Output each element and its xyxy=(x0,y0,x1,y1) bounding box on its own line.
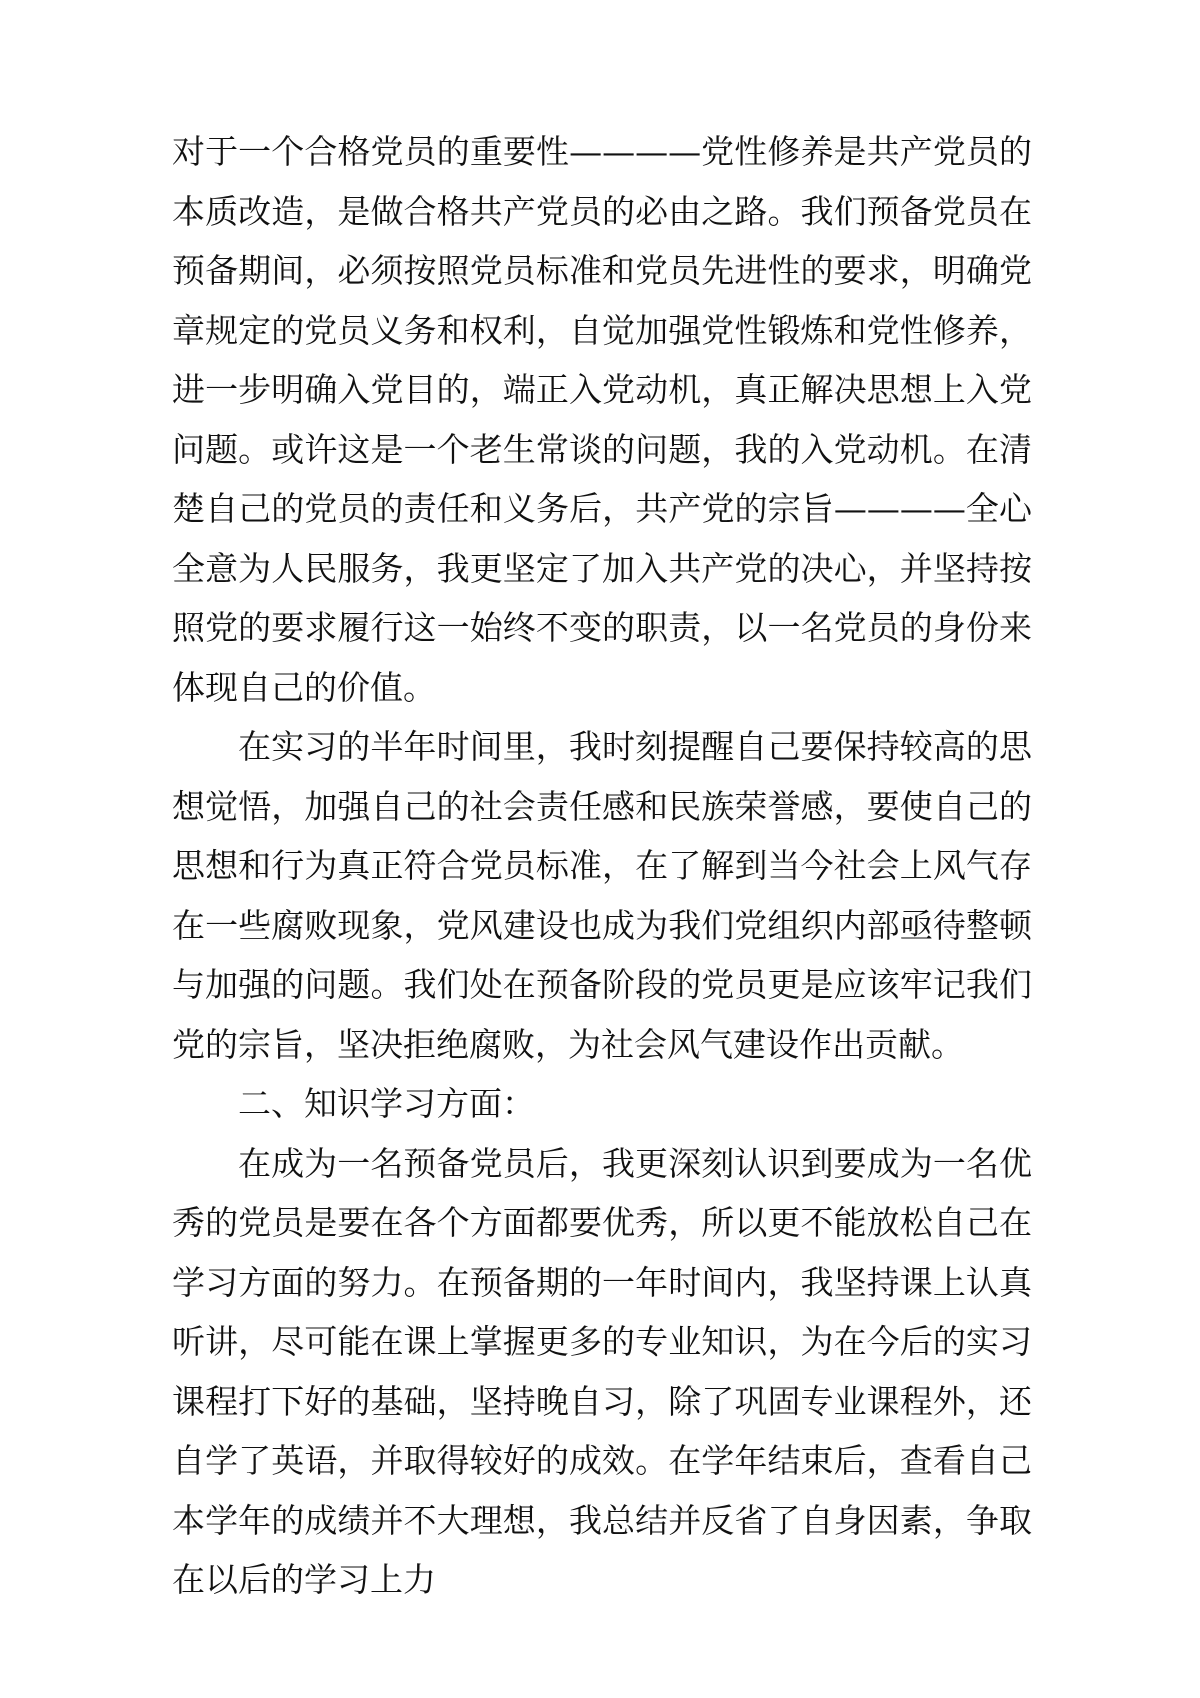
paragraph-knowledge-learning: 在成为一名预备党员后，我更深刻认识到要成为一名优秀的党员是要在各个方面都要优秀，所以更不能放松自己在学习方面的努力。在预备期的一年时间内，我坚持课上认真听讲，尽可能在课上掌握更多的专业知识，为在今后的实习课程打下好的基础，坚持晚自习，除了巩固专业课程外，还自学了英语，并取得较好的成效。在学年结束后，查看自己本学年的成绩并不大理想，我总结并反省了自身因素，争取在以后的学习上力 xyxy=(172,1143,1032,1599)
document-body xyxy=(172,122,1032,1610)
paragraph-party-spirit: 对于一个合格党员的重要性————党性修养是共产党员的本质改造，是做合格共产党员的必由之路。我们预备党员在预备期间，必须按照党员标准和党员先进性的要求，明确党章规定的党员义务和权利，自觉加强党性锻炼和党性修养，进一步明确入党目的，端正入党动机，真正解决思想上入党问题。或许这是一个老生常谈的问题，我的入党动机。在清楚自己的党员的责任和义务后，共产党的宗旨————全心全意为人民服务，我更坚定了加入共产党的决心，并坚持按照党的要求履行这一始终不变的职责，以一名党员的身份来体现自己的价值。 xyxy=(172,132,1032,707)
paragraph-internship-reflection: 在实习的半年时间里，我时刻提醒自己要保持较高的思想觉悟，加强自己的社会责任感和民族荣誉感，要使自己的思想和行为真正符合党员标准，在了解到当今社会上风气存在一些腐败现象，党风建设也成为我们党组织内部亟待整顿与加强的问题。我们处在预备阶段的党员更是应该牢记我们党的宗旨，坚决拒绝腐败，为社会风气建设作出贡献。 xyxy=(172,727,1032,1064)
section-heading-knowledge-learning: 二、知识学习方面： xyxy=(238,1084,535,1123)
